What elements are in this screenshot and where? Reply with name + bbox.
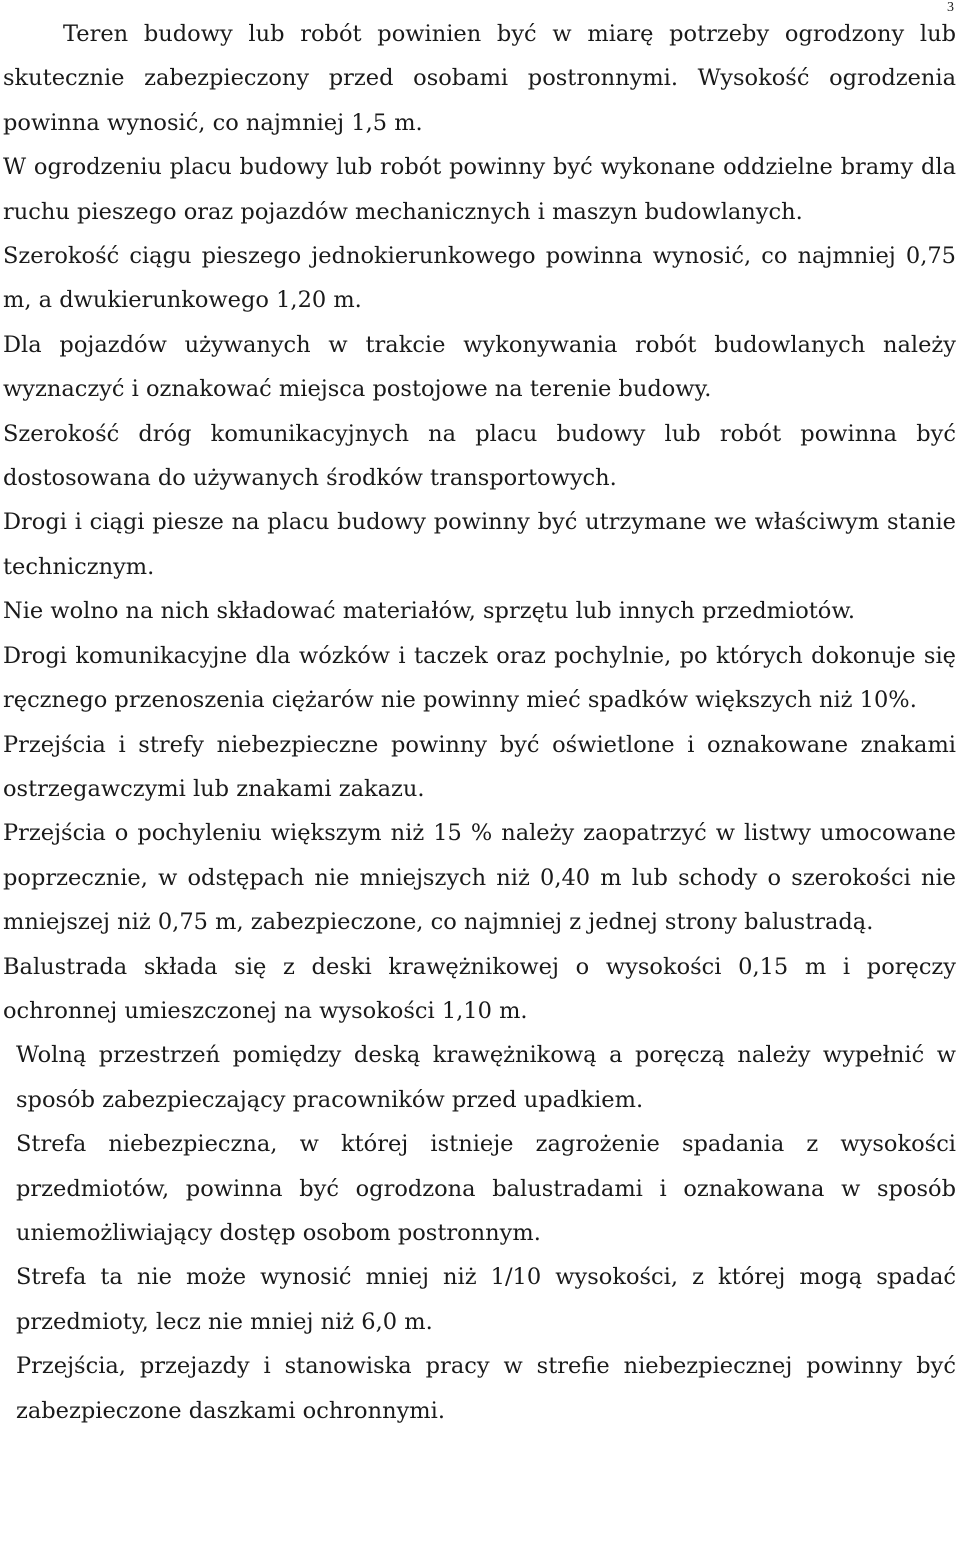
- paragraph-fill-space: Wolną przestrzeń pomiędzy deską krawężnikową a poręczą należy wypełnić w sposób zabezpieczający pracowników przed upadkiem.: [16, 1042, 956, 1113]
- paragraph-protective-roofs: Przejścia, przejazdy i stanowiska pracy w strefie niebezpiecznej powinny być zabezpieczone daszkami ochronnymi.: [16, 1353, 956, 1424]
- paragraph-pedestrian-width: Szerokość ciągu pieszego jednokierunkowego powinna wynosić, co najmniej 0,75 m, a dwukierunkowego 1,20 m.: [3, 243, 956, 314]
- paragraph-zone-size: Strefa ta nie może wynosić mniej niż 1/10 wysokości, z której mogą spadać przedmioty, lecz nie mniej niż 6,0 m.: [16, 1264, 956, 1335]
- paragraph-inclined-passages: Przejścia o pochyleniu większym niż 15 % należy zaopatrzyć w listwy umocowane poprzecznie, w odstępach nie mniejszych niż 0,40 m lub schody o szerokości nie mniejszej niż 0,75 m, zabezpieczone, co najmniej z jednej strony balustradą.: [3, 820, 956, 936]
- paragraph-parking: Dla pojazdów używanych w trakcie wykonywania robót budowlanych należy wyznaczyć i oznakować miejsca postojowe na terenie budowy.: [3, 331, 956, 403]
- paragraph-road-condition: Drogi i ciągi piesze na placu budowy powinny być utrzymane we właściwym stanie technicznym.: [3, 509, 956, 580]
- paragraph-danger-zone: Strefa niebezpieczna, w której istnieje zagrożenie spadania z wysokości przedmiotów, powinna być ogrodzona balustradami i oznakowana w sposób uniemożliwiający dostęp osobom postronnym.: [16, 1131, 956, 1246]
- paragraph-balustrade: Balustrada składa się z deski krawężnikowej o wysokości 0,15 m i poręczy ochronnej umieszczonej na wysokości 1,10 m.: [3, 953, 956, 1024]
- paragraph-road-width: Szerokość dróg komunikacyjnych na placu budowy lub robót powinna być dostosowana do używanych środków transportowych.: [3, 420, 956, 492]
- page-number: 3: [947, 0, 954, 15]
- paragraph-no-storage: Nie wolno na nich składować materiałów, sprzętu lub innych przedmiotów.: [3, 598, 856, 625]
- paragraph-fencing: Teren budowy lub robót powinien być w miarę potrzeby ogrodzony lub skutecznie zabezpieczony przed osobami postronnymi. Wysokość ogrodzenia powinna wynosić, co najmniej 1,5 m.: [3, 21, 956, 136]
- paragraph-slopes: Drogi komunikacyjne dla wózków i taczek oraz pochylnie, po których dokonuje się ręcznego przenoszenia ciężarów nie powinny mieć spadków większych niż 10%.: [3, 642, 956, 714]
- paragraph-gates: W ogrodzeniu placu budowy lub robót powinny być wykonane oddzielne bramy dla ruchu pieszego oraz pojazdów mechanicznych i maszyn budowlanych.: [3, 154, 956, 225]
- paragraph-lighting: Przejścia i strefy niebezpieczne powinny być oświetlone i oznakowane znakami ostrzegawczymi lub znakami zakazu.: [3, 731, 956, 802]
- body-text: [0, 12, 960, 1433]
